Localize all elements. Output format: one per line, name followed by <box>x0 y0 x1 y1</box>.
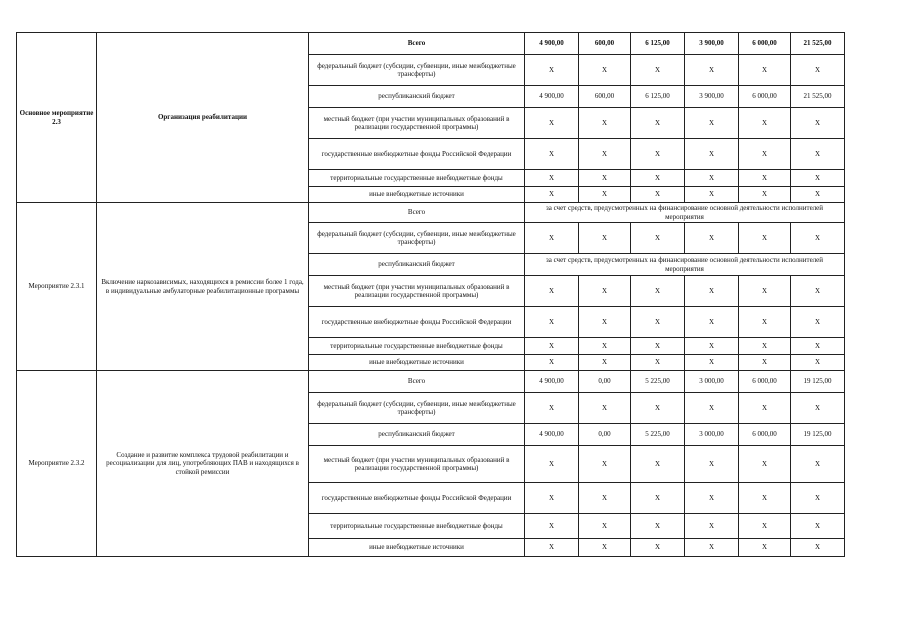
amount-cell: 19 125,00 <box>791 424 845 446</box>
not-applicable-cell: Х <box>739 223 791 254</box>
table-row <box>17 203 845 223</box>
not-applicable-cell: Х <box>685 223 739 254</box>
not-applicable-cell: Х <box>791 446 845 483</box>
not-applicable-cell: Х <box>685 338 739 355</box>
not-applicable-cell: Х <box>631 483 685 514</box>
funding-source-label: местный бюджет (при участии муниципальных образований в реализации государственной программы) <box>309 108 525 139</box>
funding-source-label: государственные внебюджетные фонды Российской Федерации <box>309 139 525 170</box>
amount-cell: 19 125,00 <box>791 371 845 393</box>
not-applicable-cell: Х <box>579 539 631 557</box>
not-applicable-cell: Х <box>525 170 579 187</box>
not-applicable-cell: Х <box>579 139 631 170</box>
amount-cell: 3 900,00 <box>685 86 739 108</box>
funding-source-label: Всего <box>309 33 525 55</box>
amount-cell: 6 000,00 <box>739 86 791 108</box>
not-applicable-cell: Х <box>631 187 685 203</box>
not-applicable-cell: Х <box>739 55 791 86</box>
amount-cell: 4 900,00 <box>525 86 579 108</box>
not-applicable-cell: Х <box>739 355 791 371</box>
not-applicable-cell: Х <box>739 170 791 187</box>
funding-source-label: государственные внебюджетные фонды Российской Федерации <box>309 483 525 514</box>
amount-cell: 6 000,00 <box>739 371 791 393</box>
not-applicable-cell: Х <box>631 108 685 139</box>
not-applicable-cell: Х <box>685 307 739 338</box>
amount-cell: 0,00 <box>579 371 631 393</box>
not-applicable-cell: Х <box>525 338 579 355</box>
not-applicable-cell: Х <box>579 276 631 307</box>
not-applicable-cell: Х <box>579 483 631 514</box>
amount-cell: 600,00 <box>579 86 631 108</box>
not-applicable-cell: Х <box>791 338 845 355</box>
not-applicable-cell: Х <box>739 446 791 483</box>
not-applicable-cell: Х <box>631 55 685 86</box>
not-applicable-cell: Х <box>525 307 579 338</box>
funding-source-label: иные внебюджетные источники <box>309 187 525 203</box>
not-applicable-cell: Х <box>791 276 845 307</box>
not-applicable-cell: Х <box>525 55 579 86</box>
amount-cell: 21 525,00 <box>791 86 845 108</box>
table-body <box>17 33 845 557</box>
measure-code: Основное мероприятие 2.3 <box>17 33 97 203</box>
not-applicable-cell: Х <box>739 108 791 139</box>
not-applicable-cell: Х <box>525 139 579 170</box>
funding-source-label: территориальные государственные внебюджетные фонды <box>309 514 525 539</box>
not-applicable-cell: Х <box>685 55 739 86</box>
funding-source-label: федеральный бюджет (субсидии, субвенции, иные межбюджетные трансферты) <box>309 393 525 424</box>
not-applicable-cell: Х <box>685 276 739 307</box>
measure-code: Мероприятие 2.3.2 <box>17 371 97 557</box>
amount-cell: 6 125,00 <box>631 86 685 108</box>
not-applicable-cell: Х <box>791 483 845 514</box>
amount-cell: 4 900,00 <box>525 33 579 55</box>
table-row <box>17 371 845 393</box>
not-applicable-cell: Х <box>579 393 631 424</box>
not-applicable-cell: Х <box>791 108 845 139</box>
not-applicable-cell: Х <box>739 276 791 307</box>
not-applicable-cell: Х <box>579 338 631 355</box>
not-applicable-cell: Х <box>525 483 579 514</box>
not-applicable-cell: Х <box>791 539 845 557</box>
not-applicable-cell: Х <box>685 514 739 539</box>
not-applicable-cell: Х <box>685 139 739 170</box>
measure-name: Создание и развитие комплекса трудовой реабилитации и ресоциализации для лиц, употребляющих ПАВ и находящихся в стойкой ремиссии <box>97 371 309 557</box>
not-applicable-cell: Х <box>579 446 631 483</box>
not-applicable-cell: Х <box>791 187 845 203</box>
not-applicable-cell: Х <box>579 170 631 187</box>
not-applicable-cell: Х <box>579 514 631 539</box>
not-applicable-cell: Х <box>739 393 791 424</box>
funding-source-label: государственные внебюджетные фонды Российской Федерации <box>309 307 525 338</box>
not-applicable-cell: Х <box>739 338 791 355</box>
amount-cell: 6 000,00 <box>739 33 791 55</box>
funding-source-label: Всего <box>309 203 525 223</box>
not-applicable-cell: Х <box>631 223 685 254</box>
not-applicable-cell: Х <box>739 514 791 539</box>
not-applicable-cell: Х <box>579 307 631 338</box>
not-applicable-cell: Х <box>579 355 631 371</box>
funding-source-label: местный бюджет (при участии муниципальных образований в реализации государственной программы) <box>309 446 525 483</box>
amount-cell: 3 000,00 <box>685 424 739 446</box>
amount-cell: 5 225,00 <box>631 424 685 446</box>
funding-source-label: федеральный бюджет (субсидии, субвенции, иные межбюджетные трансферты) <box>309 55 525 86</box>
measure-code: Мероприятие 2.3.1 <box>17 203 97 371</box>
not-applicable-cell: Х <box>525 393 579 424</box>
not-applicable-cell: Х <box>631 539 685 557</box>
funding-note: за счет средств, предусмотренных на финансирование основной деятельности исполнителей мероприятия <box>525 203 845 223</box>
not-applicable-cell: Х <box>579 223 631 254</box>
not-applicable-cell: Х <box>525 355 579 371</box>
amount-cell: 6 000,00 <box>739 424 791 446</box>
not-applicable-cell: Х <box>791 55 845 86</box>
funding-source-label: территориальные государственные внебюджетные фонды <box>309 170 525 187</box>
not-applicable-cell: Х <box>631 139 685 170</box>
measure-name: Организация реабилитации <box>97 33 309 203</box>
amount-cell: 600,00 <box>579 33 631 55</box>
not-applicable-cell: Х <box>685 539 739 557</box>
not-applicable-cell: Х <box>739 307 791 338</box>
not-applicable-cell: Х <box>739 483 791 514</box>
not-applicable-cell: Х <box>631 170 685 187</box>
amount-cell: 3 900,00 <box>685 33 739 55</box>
not-applicable-cell: Х <box>631 355 685 371</box>
not-applicable-cell: Х <box>525 446 579 483</box>
not-applicable-cell: Х <box>525 187 579 203</box>
not-applicable-cell: Х <box>791 393 845 424</box>
amount-cell: 3 000,00 <box>685 371 739 393</box>
funding-source-label: федеральный бюджет (субсидии, субвенции, иные межбюджетные трансферты) <box>309 223 525 254</box>
not-applicable-cell: Х <box>579 55 631 86</box>
amount-cell: 5 225,00 <box>631 371 685 393</box>
not-applicable-cell: Х <box>631 307 685 338</box>
funding-source-label: местный бюджет (при участии муниципальных образований в реализации государственной программы) <box>309 276 525 307</box>
funding-source-label: Всего <box>309 371 525 393</box>
not-applicable-cell: Х <box>525 223 579 254</box>
funding-source-label: республиканский бюджет <box>309 86 525 108</box>
not-applicable-cell: Х <box>685 483 739 514</box>
funding-note: за счет средств, предусмотренных на финансирование основной деятельности исполнителей мероприятия <box>525 254 845 276</box>
not-applicable-cell: Х <box>739 187 791 203</box>
not-applicable-cell: Х <box>791 170 845 187</box>
amount-cell: 4 900,00 <box>525 424 579 446</box>
not-applicable-cell: Х <box>579 108 631 139</box>
not-applicable-cell: Х <box>791 514 845 539</box>
not-applicable-cell: Х <box>791 307 845 338</box>
amount-cell: 0,00 <box>579 424 631 446</box>
not-applicable-cell: Х <box>791 139 845 170</box>
not-applicable-cell: Х <box>631 393 685 424</box>
funding-source-label: иные внебюджетные источники <box>309 539 525 557</box>
not-applicable-cell: Х <box>631 446 685 483</box>
not-applicable-cell: Х <box>525 276 579 307</box>
table-row <box>17 33 845 55</box>
funding-source-label: территориальные государственные внебюджетные фонды <box>309 338 525 355</box>
not-applicable-cell: Х <box>685 108 739 139</box>
not-applicable-cell: Х <box>685 393 739 424</box>
measure-name: Включение наркозависимых, находящихся в ремиссии более 1 года, в индивидуальные амбулаторные реабилитационные программы <box>97 203 309 371</box>
not-applicable-cell: Х <box>525 108 579 139</box>
not-applicable-cell: Х <box>685 187 739 203</box>
amount-cell: 4 900,00 <box>525 371 579 393</box>
not-applicable-cell: Х <box>685 355 739 371</box>
not-applicable-cell: Х <box>525 539 579 557</box>
not-applicable-cell: Х <box>739 539 791 557</box>
not-applicable-cell: Х <box>631 276 685 307</box>
not-applicable-cell: Х <box>525 514 579 539</box>
not-applicable-cell: Х <box>685 170 739 187</box>
funding-source-label: иные внебюджетные источники <box>309 355 525 371</box>
amount-cell: 6 125,00 <box>631 33 685 55</box>
not-applicable-cell: Х <box>685 446 739 483</box>
funding-source-label: республиканский бюджет <box>309 424 525 446</box>
budget-table <box>16 32 845 557</box>
not-applicable-cell: Х <box>791 223 845 254</box>
not-applicable-cell: Х <box>631 514 685 539</box>
funding-source-label: республиканский бюджет <box>309 254 525 276</box>
amount-cell: 21 525,00 <box>791 33 845 55</box>
not-applicable-cell: Х <box>631 338 685 355</box>
not-applicable-cell: Х <box>791 355 845 371</box>
not-applicable-cell: Х <box>739 139 791 170</box>
not-applicable-cell: Х <box>579 187 631 203</box>
